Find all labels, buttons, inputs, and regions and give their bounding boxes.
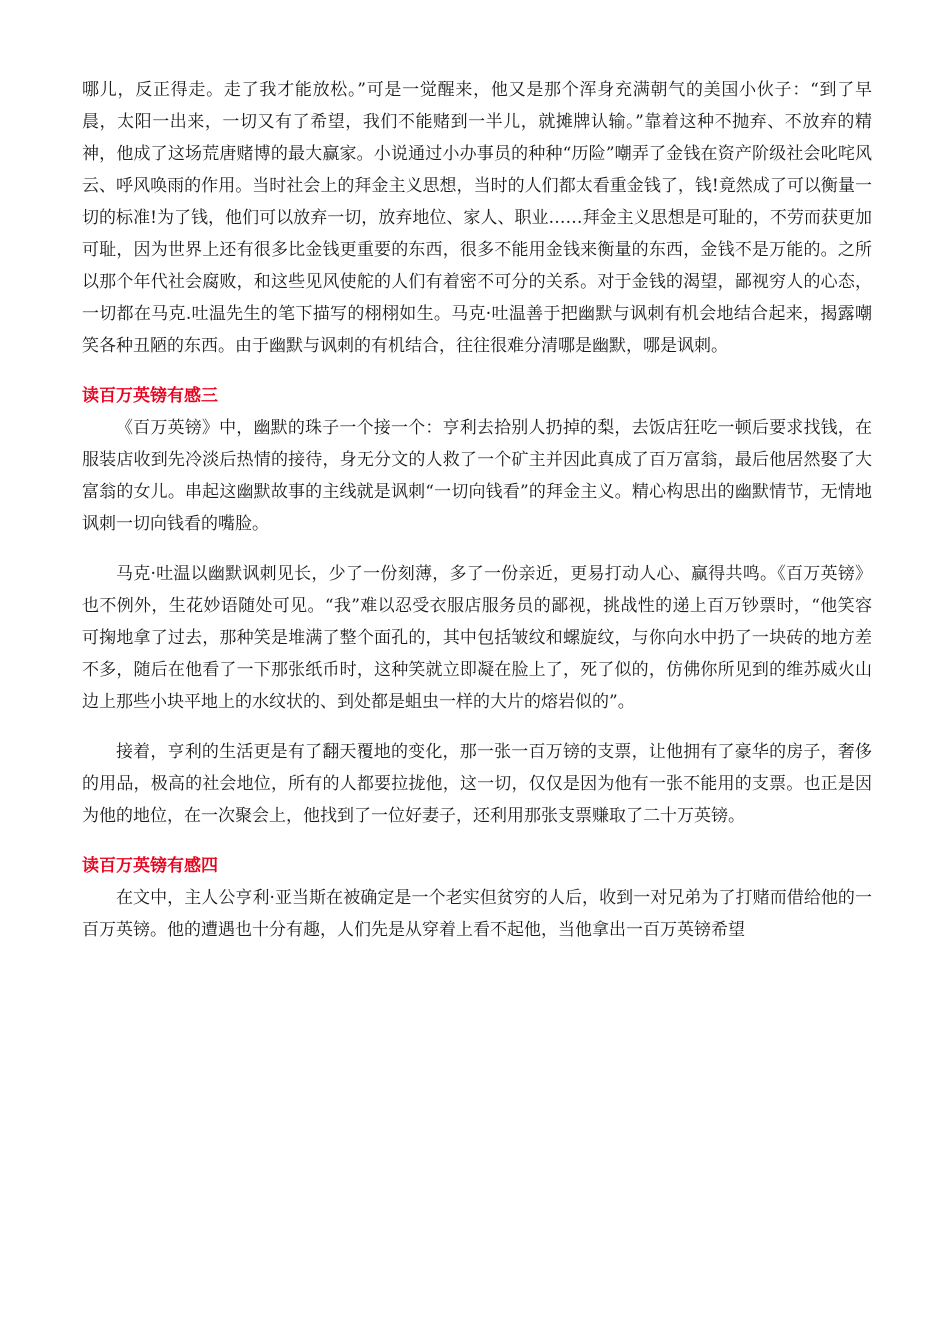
section-heading: 读百万英镑有感三 — [82, 386, 218, 406]
paragraph: 接着，亨利的生活更是有了翻天覆地的变化，那一张一百万镑的支票，让他拥有了豪华的房子，奢侈的用品，极高的社会地位，所有的人都要拉拢他，这一切，仅仅是因为他有一张不能用的支票。也正是因为他的地位，在一次聚会上，他找到了一位好妻子，还利用那张支票赚取了二十万英镑。 — [82, 742, 872, 826]
paragraph: 马克·吐温以幽默讽刺见长，少了一份刻薄，多了一份亲近，更易打动人心、赢得共鸣。《百万英镑》也不例外，生花妙语随处可见。“我”难以忍受衣服店服务员的鄙视，挑战性的递上百万钞票时，“他笑容可掬地拿了过去，那种笑是堆满了整个面孔的，其中包括皱纹和螺旋纹，与你向水中扔了一块砖的地方差不多，随后在他看了一下那张纸币时，这种笑就立即凝在脸上了，死了似的，仿佛你所见到的维苏威火山边上那些小块平地上的水纹状的、到处都是蛆虫一样的大片的熔岩似的”。 — [82, 564, 872, 712]
document-page — [82, 74, 872, 946]
paragraph: 《百万英镑》中，幽默的珠子一个接一个：亨利去拾别人扔掉的梨，去饭店狂吃一顿后要求找钱，在服装店收到先冷淡后热情的接待，身无分文的人救了一个矿主并因此真成了百万富翁，最后他居然娶了大富翁的女儿。串起这幽默故事的主线就是讽刺“一切向钱看”的拜金主义。精心构思出的幽默情节，无情地讽刺一切向钱看的嘴脸。 — [82, 418, 872, 534]
paragraph: 哪儿，反正得走。走了我才能放松。”可是一觉醒来，他又是那个浑身充满朝气的美国小伙子：“到了早晨，太阳一出来，一切又有了希望，我们不能赌到一半儿，就摊牌认输。”靠着这种不抛弃、不放弃的精神，他成了这场荒唐赌博的最大赢家。小说通过小办事员的种种“历险”嘲弄了金钱在资产阶级社会叱咤风云、呼风唤雨的作用。当时社会上的拜金主义思想，当时的人们都太看重金钱了，钱!竟然成了可以衡量一切的标准!为了钱，他们可以放弃一切，放弃地位、家人、职业……拜金主义思想是可耻的，不劳而获更加可耻，因为世界上还有很多比金钱更重要的东西，很多不能用金钱来衡量的东西，金钱不是万能的。之所以那个年代社会腐败，和这些见风使舵的人们有着密不可分的关系。对于金钱的渴望，鄙视穷人的心态，一切都在马克.吐温先生的笔下描写的栩栩如生。马克·吐温善于把幽默与讽刺有机会地结合起来，揭露嘲笑各种丑陋的东西。由于幽默与讽刺的有机结合，往往很难分清哪是幽默，哪是讽刺。 — [82, 80, 872, 356]
paragraph: 在文中，主人公亨利·亚当斯在被确定是一个老实但贫穷的人后，收到一对兄弟为了打赌而借给他的一百万英镑。他的遭遇也十分有趣，人们先是从穿着上看不起他，当他拿出一百万英镑希望 — [82, 888, 872, 940]
section-heading: 读百万英镑有感四 — [82, 856, 218, 876]
